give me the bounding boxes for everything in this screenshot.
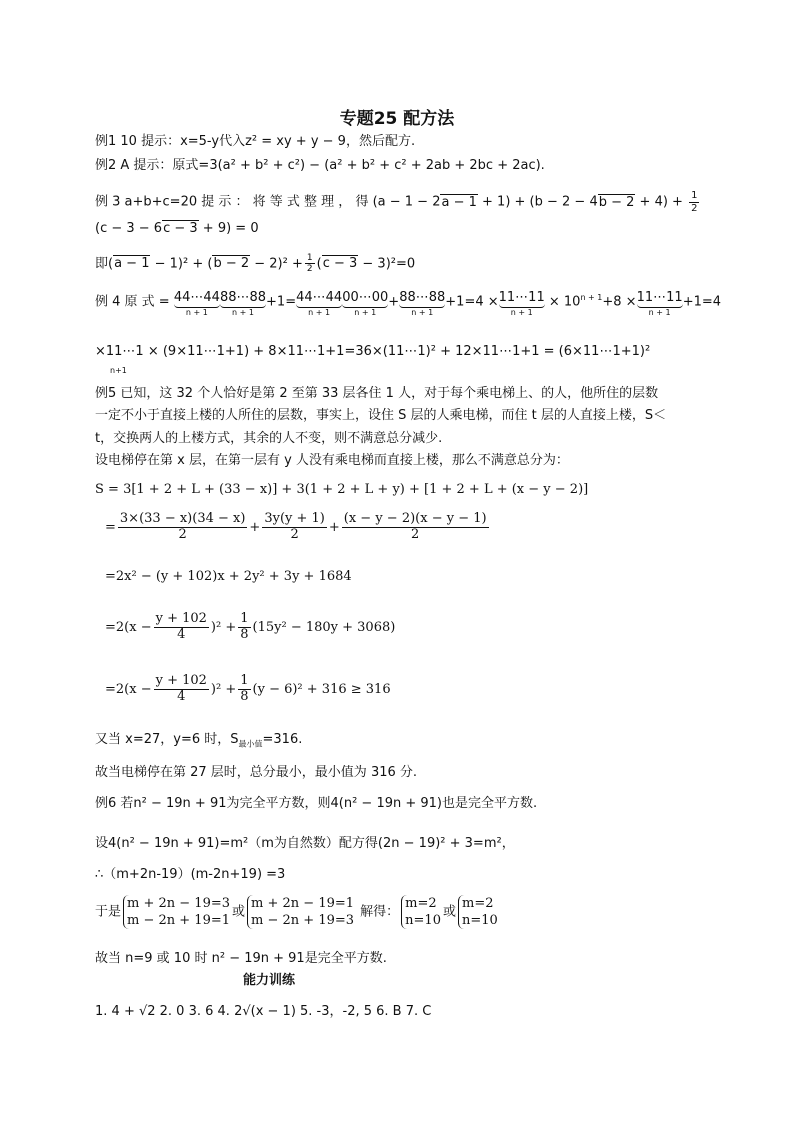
example-6-conclusion: 故当 n=9 或 10 时 n² − 19n + 91是完全平方数.	[95, 951, 387, 966]
training-heading: 能力训练	[243, 973, 296, 988]
example-6-p2: 设4(n² − 19n + 91)=m²（m为自然数）配方得(2n − 19)² + 3=m²，	[95, 836, 515, 851]
example-6-systems: 于是 m + 2n − 19=3 m − 2n + 19=1 或 m + 2n − 19=1 m − 2n + 19=3 解得： m=2 n=10 或 m=2 n=10	[95, 896, 498, 928]
example-3-line1: 例 3 a+b+c=20 提 示 ： 将 等 式 整 理 ， 得 (a − 1 − 2a − 1 + 1) + (b − 2 − 4b − 2 + 4) + $\frac{1}{2}$	[95, 190, 698, 214]
example-6-p3: ∴（m+2n-19）(m-2n+19) =3	[95, 867, 286, 882]
example-3-line2: (c − 3 − 6c − 3 + 9) = 0	[95, 221, 259, 236]
example-3-line3: 即(a − 1 − 1)² + (b − 2 − 2)² + $\frac{1}{2}$ (c − 3 − 3)²=0	[95, 253, 416, 275]
training-answers: 1. 4 + √2 2. 0 3. 6 4. 2√(x − 1) 5. -3，-2, 5 6. B 7. C	[95, 1004, 432, 1019]
completed-square-1: =2(x − $\frac{y + 102}{4}$ )² + $\frac{1}{8}$ (15y² − 180y + 3068)	[105, 611, 396, 642]
example-5-p2: 一定不小于直接上楼的人所住的层数，事实上，设住 S 层的人乘电梯，而住 t 层的人直接上楼，S＜	[95, 408, 667, 423]
sum-fractions: = $\frac{3\times(33 - x)(34 - x)}{2}$ + $\frac{3y(y + 1)}{2}$ + $\frac{(x - y - 2)(x - y - 1)}{2}$	[105, 511, 487, 542]
example-4-line2: ×11⋯1 × (9×11⋯1+1) + 8×11⋯1+1=36×(11⋯1)² + 12×11⋯1+1 = (6×11⋯1+1)²	[95, 344, 651, 359]
example-2: 例2 A 提示：原式=3(a² + b² + c²) − (a² + b² + c² + 2ab + 2bc + 2ac).	[95, 158, 545, 173]
example-5-p1: 例5 已知，这 32 个人恰好是第 2 至第 33 层各住 1 人，对于每个乘电梯上、的人，他所住的层数	[95, 386, 659, 401]
example-6-p1: 例6 若n² − 19n + 91为完全平方数，则4(n² − 19n + 91)也是完全平方数.	[95, 796, 538, 811]
example-4-line2-sub: n+1	[110, 366, 127, 375]
example-5-p3: t，交换两人的上楼方式，其余的人不变，则不满意总分减少.	[95, 431, 443, 446]
example-5-p4: 设电梯停在第 x 层，在第一层有 y 人没有乘电梯而直接上楼，那么不满意总分为：	[95, 453, 569, 468]
sum-expression: S = 3[1 + 2 + L + (33 − x)] + 3(1 + 2 + L + y) + [1 + 2 + L + (x − y − 2)]	[95, 482, 589, 497]
example-4-line1: 例 4 原 式 = 44⋯44 n + 1 88⋯88 n + 1 +1=44⋯44 n + 1 00⋯00 n + 1 +88⋯88 n + 1 +1=4 ×11⋯11 n + 1 × $10^{n + 1}+8$ ×11⋯11 n + 1 +1=4	[95, 290, 722, 317]
example-5-result-1: 又当 x=27，y=6 时，$S_{最小值}=316$.	[95, 732, 303, 749]
example-1: 例1 10 提示：x=5-y代入z² = xy + y − 9，然后配方.	[95, 134, 416, 149]
example-5-result-2: 故当电梯停在第 27 层时，总分最小，最小值为 316 分.	[95, 765, 418, 780]
expanded-form: =2x² − (y + 102)x + 2y² + 3y + 1684	[105, 569, 352, 584]
completed-square-2: =2(x − $\frac{y + 102}{4}$ )² + $\frac{1}{8}$ (y − 6)² + 316 ≥ 316	[105, 673, 391, 704]
page-title: 专题25 配方法	[339, 109, 455, 129]
